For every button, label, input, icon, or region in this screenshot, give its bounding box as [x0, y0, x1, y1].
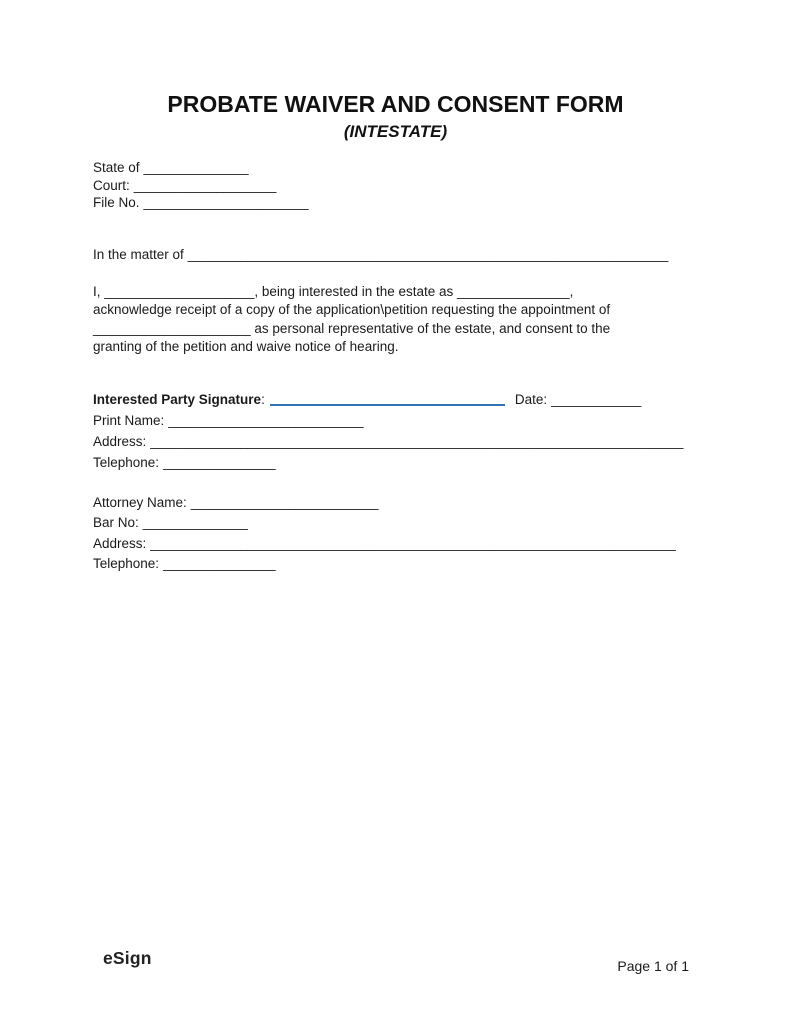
state-label: State of — [93, 160, 140, 175]
address-field — [93, 431, 683, 452]
attorney-address-blank: ______________________________________________________________________ — [150, 535, 676, 551]
paragraph-line: I, ____________________, being interested in the estate as _______________, — [93, 284, 574, 299]
attorney-address-label: Address: — [93, 535, 147, 551]
page-number: Page 1 of 1 — [617, 958, 689, 974]
paragraph-line: acknowledge receipt of a copy of the application\petition requesting the appointment of — [93, 302, 611, 318]
address-label: Address: — [93, 434, 147, 449]
paragraph-line: _____________________ as personal representative of the estate, and consent to the — [93, 320, 611, 336]
telephone-blank: _______________ — [163, 455, 276, 470]
bar-no-label: Bar No: — [93, 515, 139, 531]
file-no-blank: ______________________ — [143, 195, 309, 211]
attorney-name-field — [93, 493, 676, 513]
court-meta-block — [93, 159, 309, 212]
telephone-label: Telephone: — [93, 455, 160, 470]
body-paragraph — [93, 283, 610, 356]
file-no-field — [93, 194, 309, 212]
attorney-telephone-blank: _______________ — [163, 555, 276, 571]
court-label: Court: — [93, 177, 130, 193]
state-blank: ______________ — [143, 160, 249, 175]
date-label: Date: — [514, 392, 548, 407]
telephone-field — [93, 452, 683, 473]
attorney-telephone-label: Telephone: — [93, 555, 160, 571]
interested-party-block — [93, 389, 683, 473]
form-title: PROBATE WAIVER AND CONSENT FORM — [167, 91, 624, 117]
bar-no-blank: ______________ — [142, 515, 248, 531]
date-blank: ____________ — [551, 392, 642, 407]
signature-label: Interested Party Signature — [93, 392, 262, 407]
attorney-telephone-field — [93, 554, 676, 574]
state-field — [93, 159, 309, 177]
signature-label-colon: : — [261, 392, 265, 407]
attorney-name-blank: _________________________ — [190, 495, 379, 510]
matter-label: In the matter of — [93, 247, 184, 262]
attorney-name-label: Attorney Name: — [93, 495, 187, 510]
print-name-label: Print Name: — [93, 413, 165, 428]
signature-field[interactable] — [270, 392, 505, 406]
esign-logo: eSign — [103, 948, 152, 968]
matter-field — [93, 247, 668, 262]
file-no-label: File No. — [93, 195, 140, 211]
attorney-address-field — [93, 534, 676, 554]
address-blank: _______________________________________________________________________ — [150, 434, 684, 449]
attorney-block — [93, 493, 676, 574]
print-name-field — [93, 410, 683, 431]
court-blank: ___________________ — [133, 177, 277, 193]
paragraph-line: granting of the petition and waive notice of hearing. — [93, 338, 399, 354]
form-subtitle: (INTESTATE) — [343, 122, 448, 141]
matter-blank: ________________________________________________________________ — [187, 247, 669, 262]
signature-row — [93, 389, 683, 410]
print-name-blank: __________________________ — [168, 413, 364, 428]
bar-no-field — [93, 513, 676, 533]
court-field — [93, 177, 309, 195]
